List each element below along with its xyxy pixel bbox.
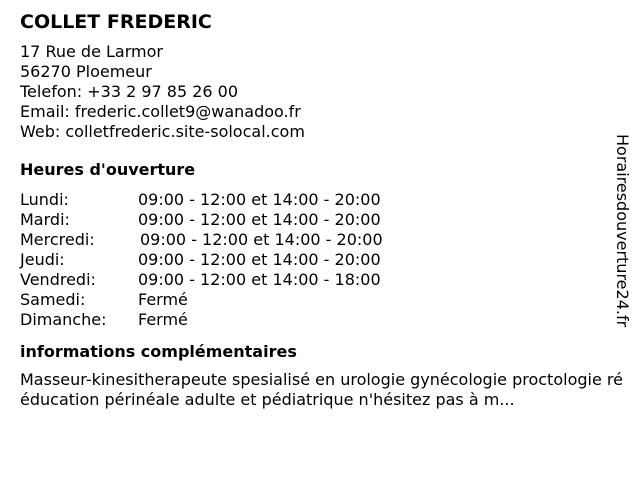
hours-row-monday [20, 190, 620, 210]
day-hours: 09:00 - 12:00 et 14:00 - 20:00 [138, 210, 381, 229]
day-label: Samedi: [20, 290, 86, 309]
hours-row-sunday [20, 310, 620, 330]
hours-row-tuesday [20, 210, 620, 230]
info-heading: informations complémentaires [20, 342, 297, 361]
email-line[interactable]: Email: frederic.collet9@wanadoo.fr [20, 102, 301, 121]
web-line[interactable]: Web: colletfrederic.site-solocal.com [20, 122, 305, 141]
contact-block [20, 42, 620, 142]
day-label: Mardi: [20, 210, 70, 229]
day-label: Vendredi: [20, 270, 96, 289]
day-label: Mercredi: [20, 230, 95, 249]
hours-row-saturday [20, 290, 620, 310]
address-street: 17 Rue de Larmor [20, 42, 163, 61]
day-hours: 09:00 - 12:00 et 14:00 - 20:00 [138, 190, 381, 209]
day-label: Jeudi: [20, 250, 65, 269]
hours-heading: Heures d'ouverture [20, 160, 196, 179]
day-label: Lundi: [20, 190, 69, 209]
day-hours: 09:00 - 12:00 et 14:00 - 20:00 [140, 230, 383, 249]
day-hours: Fermé [138, 310, 188, 329]
day-hours: 09:00 - 12:00 et 14:00 - 20:00 [138, 250, 381, 269]
day-label: Dimanche: [20, 310, 107, 329]
phone-line[interactable]: Telefon: +33 2 97 85 26 00 [20, 82, 239, 101]
info-description: Masseur-kinesitherapeute spesialisé en urologie gynécologie proctologie rééducation périnéale adulte et pédiatrique n'hésitez pas à m... [20, 370, 623, 409]
hours-row-wednesday [20, 230, 620, 250]
hours-row-friday [20, 270, 620, 290]
day-hours: Fermé [138, 290, 188, 309]
site-watermark: Horairesdouverture24.fr [613, 134, 632, 328]
business-name: COLLET FREDERIC [20, 11, 212, 33]
day-hours: 09:00 - 12:00 et 14:00 - 18:00 [138, 270, 381, 289]
hours-row-thursday [20, 250, 620, 270]
address-city: 56270 Ploemeur [20, 62, 152, 81]
hours-table [20, 190, 620, 330]
